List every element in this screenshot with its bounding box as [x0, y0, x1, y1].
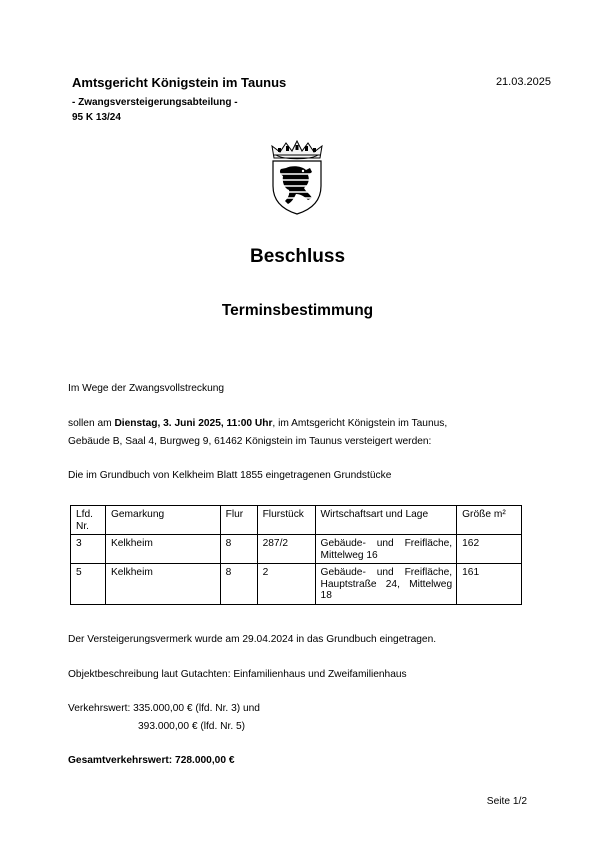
auction-location: Gebäude B, Saal 4, Burgweg 9, 61462 Königstein im Taunus versteigert werden:: [68, 436, 432, 447]
table-row: [71, 564, 522, 605]
cell-flur: 8: [220, 564, 257, 605]
cell-lfd-nr: 3: [71, 535, 106, 564]
cell-gemarkung: Kelkheim: [105, 564, 220, 605]
auction-date-suffix: , im Amtsgericht Königstein im Taunus,: [272, 418, 448, 429]
case-number: 95 K 13/24: [72, 112, 121, 123]
header-flur: Flur: [220, 506, 257, 535]
auction-date-prefix: sollen am: [68, 418, 115, 429]
document-date: 21.03.2025: [495, 76, 551, 88]
vermerk-text: Der Versteigerungsvermerk wurde am 29.04.2024 in das Grundbuch eingetragen.: [68, 634, 437, 645]
department: - Zwangsversteigerungsabteilung -: [72, 97, 238, 108]
header-wirtschaftsart: Wirtschaftsart und Lage: [315, 506, 457, 535]
auction-date: Dienstag, 3. Juni 2025, 11:00 Uhr: [114, 418, 273, 429]
hessen-coat-of-arms-icon: [266, 138, 328, 216]
cell-wirtschaftsart: Gebäude- und Freifläche, Mittelweg 16: [315, 535, 457, 564]
grundbuch-text: Die im Grundbuch von Kelkheim Blatt 1855 eingetragenen Grundstücke: [68, 470, 392, 481]
header-groesse: Größe m²: [457, 506, 522, 535]
cell-wirtschaftsart: Gebäude- und Freifläche, Hauptstraße 24, Mittelweg 18: [315, 564, 457, 605]
document-title: Beschluss: [249, 246, 346, 267]
header-gemarkung: Gemarkung: [105, 506, 220, 535]
cell-flurstueck: 2: [257, 564, 315, 605]
cell-lfd-nr: 5: [71, 564, 106, 605]
header-lfd-nr: Lfd. Nr.: [71, 506, 106, 535]
court-name: Amtsgericht Königstein im Taunus: [72, 75, 287, 90]
document-subtitle: Terminsbestimmung: [221, 302, 374, 319]
cell-groesse: 161: [457, 564, 522, 605]
auction-date-line: [68, 415, 447, 433]
cell-flurstueck: 287/2: [257, 535, 315, 564]
verkehrswert-line-1: Verkehrswert: 335.000,00 € (lfd. Nr. 3) und: [68, 703, 260, 714]
cell-flur: 8: [220, 535, 257, 564]
table-header-row: [71, 506, 522, 535]
objekt-text: Objektbeschreibung laut Gutachten: Einfamilienhaus und Zweifamilienhaus: [68, 669, 407, 680]
header-flurstueck: Flurstück: [257, 506, 315, 535]
cell-groesse: 162: [457, 535, 522, 564]
page-number: Seite 1/2: [486, 796, 527, 807]
verkehrswert-line-2: 393.000,00 € (lfd. Nr. 5): [138, 721, 246, 732]
cell-gemarkung: Kelkheim: [105, 535, 220, 564]
property-table: [70, 505, 522, 605]
gesamtverkehrswert: Gesamtverkehrswert: 728.000,00 €: [68, 755, 235, 766]
table-row: [71, 535, 522, 564]
intro-text: Im Wege der Zwangsvollstreckung: [68, 383, 225, 394]
